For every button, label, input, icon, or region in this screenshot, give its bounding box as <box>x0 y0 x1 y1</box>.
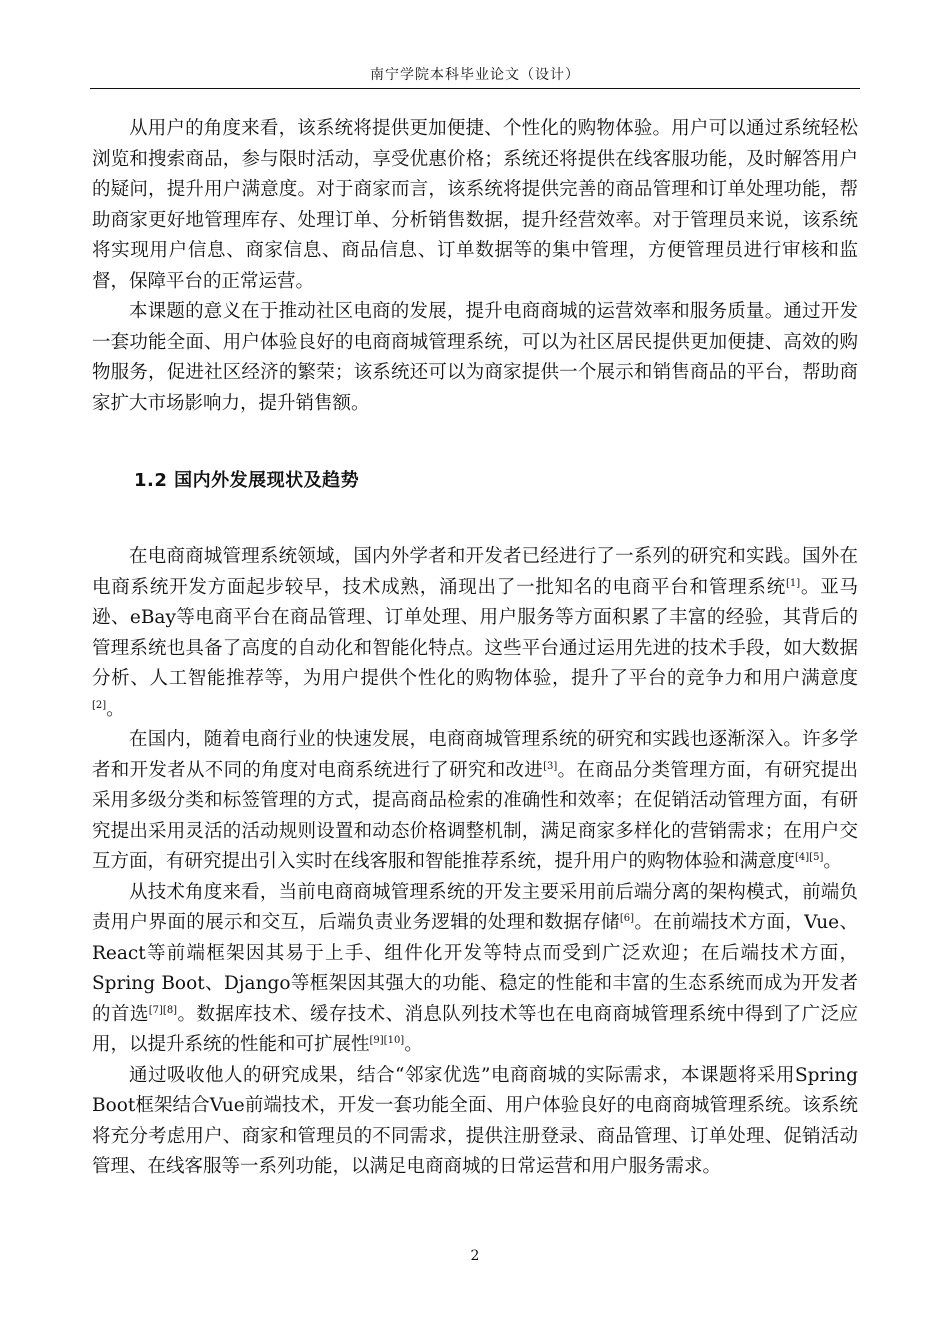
paragraph <box>92 725 858 878</box>
paragraph-text: 。在前端技术方面，Vue、React等前端框架因其易于上手、组件化开发等特点而受到广泛欢迎；在后端技术方面，Spring Boot、Django等框架因其强大的功能、稳定的性能和丰富的生态系统而成为开发者的首选 <box>92 912 858 1025</box>
paragraph: 从用户的角度来看，该系统将提供更加便捷、个性化的购物体验。用户可以通过系统轻松浏览和搜索商品，参与限时活动，享受优惠价格；系统还将提供在线客服功能，及时解答用户的疑问，提升用户满意度。对于商家而言，该系统将提供完善的商品管理和订单处理功能，帮助商家更好地管理库存、处理订单、分析销售数据，提升经营效率。对于管理员来说，该系统将实现用户信息、商家信息、商品信息、订单数据等的集中管理，方便管理员进行审核和监督，保障平台的正常运营。 <box>92 118 858 292</box>
paragraph-text: 。 <box>106 698 125 720</box>
paragraph <box>92 542 858 725</box>
section-1-1-continued <box>92 114 858 419</box>
paragraph-text: 。数据库技术、缓存技术、消息队列技术等也在电商商城管理系统中得到了广泛应用，以提升系统的性能和可扩展性 <box>92 1003 858 1055</box>
citation: [4][5] <box>795 852 824 863</box>
section-1-2-body <box>92 542 858 1183</box>
paragraph-text: 。 <box>823 851 842 872</box>
paragraph-text: 在国内，随着电商行业的快速发展，电商商城管理系统的研究和实践也逐渐深入。许多学者和开发者从不同的角度对电商系统进行了研究和改进 <box>92 729 858 781</box>
paragraph-text: 。在商品分类管理方面，有研究提出采用多级分类和标签管理的方式，提高商品检索的准确性和效率；在促销活动管理方面，有研究提出采用灵活的活动规则设置和动态价格调整机制，满足商家多样化的营销需求；在用户交互方面，有研究提出引入实时在线客服和智能推荐系统，提升用户的购物体验和满意度 <box>92 759 858 872</box>
header-rule <box>90 88 860 89</box>
citation: [3] <box>543 760 558 772</box>
paragraph-text: 。 <box>404 1034 423 1055</box>
running-header: 南宁学院本科毕业论文（设计） <box>370 67 580 83</box>
citation: [1] <box>785 577 801 589</box>
citation: [9][10] <box>369 1035 405 1046</box>
paragraph: 本课题的意义在于推动社区电商的发展，提升电商商城的运营效率和服务质量。通过开发一套功能全面、用户体验良好的电商商城管理系统，可以为社区居民提供更加便捷、高效的购物服务，促进社区经济的繁荣；该系统还可以为商家提供一个展示和销售商品的平台，帮助商家扩大市场影响力，提升销售额。 <box>92 301 858 414</box>
section-heading: 1.2 国内外发展现状及趋势 <box>134 470 360 491</box>
paragraph <box>92 878 858 1061</box>
paragraph-text: 从技术角度来看，当前电商商城管理系统的开发主要采用前后端分离的架构模式，前端负责用户界面的展示和交互，后端负责业务逻辑的处理和数据存储 <box>92 881 858 933</box>
citation: [6] <box>619 913 635 924</box>
paragraph-text: 在电商商城管理系统领域，国内外学者和开发者已经进行了一系列的研究和实践。国外在电商系统开发方面起步较早，技术成熟，涌现出了一批知名的电商平台和管理系统 <box>92 546 858 598</box>
paragraph-text: 。亚马逊、eBay等电商平台在商品管理、订单处理、用户服务等方面积累了丰富的经验，其背后的管理系统也具备了高度的自动化和智能化特点。这些平台通过运用先进的技术手段，如大数据分析、人工智能推荐等，为用户提供个性化的购物体验，提升了平台的竞争力和用户满意度 <box>92 576 858 689</box>
page-number: 2 <box>470 1248 480 1264</box>
paragraph: 通过吸收他人的研究成果，结合“邻家优选”电商商城的实际需求，本课题将采用Spring Boot框架结合Vue前端技术，开发一套功能全面、用户体验良好的电商商城管理系统。该系统将充分考虑用户、商家和管理员的不同需求，提供注册登录、商品管理、订单处理、促销活动管理、在线客服等一系列功能，以满足电商商城的日常运营和用户服务需求。 <box>92 1064 858 1177</box>
citation: [2] <box>92 699 107 711</box>
citation: [7][8] <box>148 1004 178 1016</box>
